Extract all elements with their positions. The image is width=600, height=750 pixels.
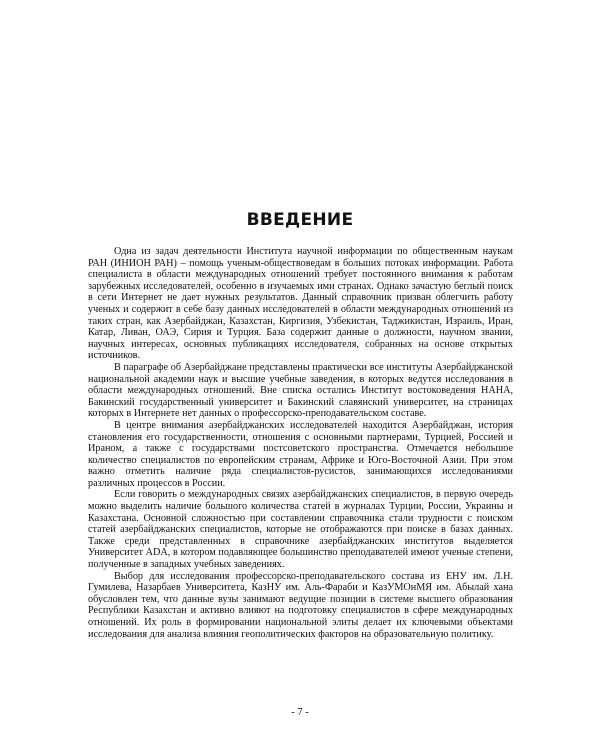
paragraph: Если говорить о международных связях азербайджанских специалистов, в первую очередь можно выделить наличие большого количества статей в журналах Турции, России, Украины и Казахстана. Основной сложностью при составлении справочника стали трудности с поиском статей азербайджанских специалистов, которые не отображаются при поиске в базах данных. Также среди представленных в справочнике азербайджанских институтов выделяется Университет ADA, в котором подавляющее большинство преподавателей имеют ученые степени, полученные в западных учебных заведениях. (88, 489, 513, 571)
paragraph: Выбор для исследования профессорско-преподавательского состава из ЕНУ им. Л.Н. Гумилева, Назарбаев Университета, КазНУ им. Аль-Фараби и КазУМОнМЯ им. Абылай хана обусловлен тем, что данные вузы занимают ведущие позиции в системе высшего образования Республики Казахстан и активно влияют на подготовку специалистов в сфере международных отношений. Их роль в формировании национальной элиты делает их ключевыми объектами исследования для анализа влияния геополитических факторов на образовательную политику. (88, 570, 513, 640)
body-text (88, 246, 513, 640)
paragraph: В центре внимания азербайджанских исследователей находится Азербайджан, история становления его государственности, отношения с основными партнерами, Турцией, Россией и Ираном, а также с государствами постсоветского пространства. Отмечается небольшое количество специалистов по европейским странам, Африке и Юго-Восточной Азии. При этом важно отметить наличие ряда специалистов-русистов, занимающихся исследованиями различных процессов в России. (88, 419, 513, 489)
paragraph: Одна из задач деятельности Института научной информации по общественным наукам РАН (ИНИОН РАН) – помощь ученым-обществоведам в больших потоках информации. Работа специалиста в области международных отношений требует постоянного внимания к работам зарубежных исследователей, особенно в изучаемых ими странах. Однако зачастую беглый поиск в сети Интернет не дает нужных результатов. Данный справочник призван облегчить работу ученых и содержит в себе базу данных исследователей в области международных отношений из таких стран, как Азербайджан, Казахстан, Киргизия, Узбекистан, Таджикистан, Израиль, Иран, Катар, Ливан, ОАЭ, Сирия и Турция. База содержит данные о должности, научном звании, научных интересах, основных публикациях исследователя, собранных на основе открытых источников. (88, 246, 513, 362)
paragraph: В параграфе об Азербайджане представлены практически все институты Азербайджанской национальной академии наук и высшие учебные заведения, в которых ведутся исследования в области международных отношений. Вне списка остались Институт востоковедения НАНА, Бакинский государственный университет и Бакинский славянский университет, на страницах которых в Интернете нет данных о профессорско-преподавательском составе. (88, 361, 513, 420)
section-heading: ВВЕДЕНИЕ (246, 210, 354, 230)
page-number: - 7 - (291, 707, 309, 718)
